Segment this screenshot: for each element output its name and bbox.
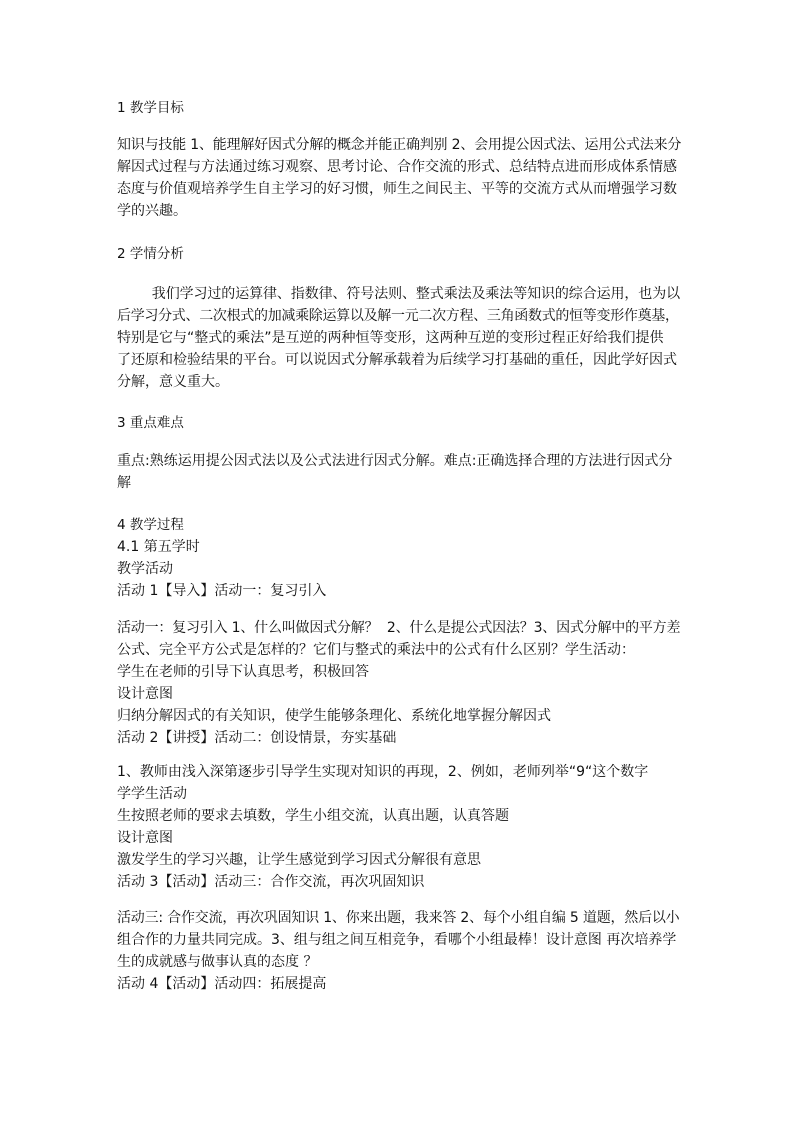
text-line: 4.1 第五学时 [117,539,200,555]
text-line: 活动三: 合作交流，再次巩固知识 1、你来出题，我来答 2、每个小组自编 5 道题，然后以小 [117,910,680,926]
text-line: 学的兴趣。 [117,203,187,219]
key-points-paragraph [117,450,682,494]
activity-1-title: 活动 1【导入】活动一：复习引入 [117,583,327,599]
teaching-goals-paragraph [117,134,682,222]
teaching-process-block [117,514,682,602]
text-line: 公式、完全平方公式是怎样的？它们与整式的乘法中的公式有什么区别？学生活动： [117,642,635,658]
text-line: 组合作的力量共同完成。3、组与组之间互相竞争，看哪个小组最棒！设计意图 再次培养学 [117,932,677,948]
student-analysis-paragraph [117,283,682,393]
text-line: 教学活动 [117,561,173,577]
activity-3-block [117,907,682,995]
text-line: 1、教师由浅入深第逐步引导学生实现对知识的再现，2、例如，老师列举“9“这个数字 [117,764,649,780]
section-heading-teaching-goals: 1 教学目标 [117,100,184,116]
text-line: 生按照老师的要求去填数，学生小组交流，认真出题，认真答题 [117,808,509,824]
text-line: 特别是它与“整式的乘法”是互逆的两种恒等变形，这两种互逆的变形过程正好给我们提供 [117,330,664,346]
text-line: 活动一：复习引入 1、什么叫做因式分解？ 2、什么是提公式因法？3、因式分解中的平方差 [117,620,681,636]
text-line: 激发学生的学习兴趣，让学生感觉到学习因式分解很有意思 [117,852,481,868]
text-line: 我们学习过的运算律、指数律、符号法则、整式乘法及乘法等知识的综合运用，也为以 [117,286,680,302]
text-line: 生的成就感与做事认真的态度 ？ [117,954,318,970]
section-heading-teaching-process: 4 教学过程 [117,517,184,533]
activity-3-title: 活动 3【活动】活动三：合作交流，再次巩固知识 [117,874,425,890]
activity-4-title: 活动 4【活动】活动四：拓展提高 [117,976,327,992]
text-line: 解因式过程与方法通过练习观察、思考讨论、合作交流的形式、总结特点进而形成体系情感 [117,159,677,175]
text-line: 设计意图 [117,686,173,702]
text-line: 知识与技能 1、能理解好因式分解的概念并能正确判别 2、会用提公因式法、运用公式法来分 [117,137,682,153]
activity-2-block [117,761,682,893]
text-line: 学生在老师的引导下认真思考，积极回答 [117,664,369,680]
section-heading-student-analysis: 2 学情分析 [117,246,184,262]
text-line: 态度与价值观培养学生自主学习的好习惯，师生之间民主、平等的交流方式从而增强学习数 [117,181,677,197]
text-line: 分解，意义重大。 [117,374,229,390]
text-line: 归纳分解因式的有关知识，使学生能够条理化、系统化地掌握分解因式 [117,708,551,724]
text-line: 学学生活动 [117,786,187,802]
activity-2-title: 活动 2【讲授】活动二：创设情景，夯实基础 [117,730,397,746]
activity-1-block [117,617,682,749]
text-line: 重点:熟练运用提公因式法以及公式法进行因式分解。难点:正确选择合理的方法进行因式分 [117,453,673,469]
text-line: 了还原和检验结果的平台。可以说因式分解承载着为后续学习打基础的重任，因此学好因式 [117,352,677,368]
text-line: 解 [117,475,131,491]
text-line: 设计意图 [117,830,173,846]
text-line: 后学习分式、二次根式的加减乘除运算以及解一元二次方程、三角函数式的恒等变形作奠基， [117,308,679,324]
section-heading-key-points: 3 重点难点 [117,415,184,431]
